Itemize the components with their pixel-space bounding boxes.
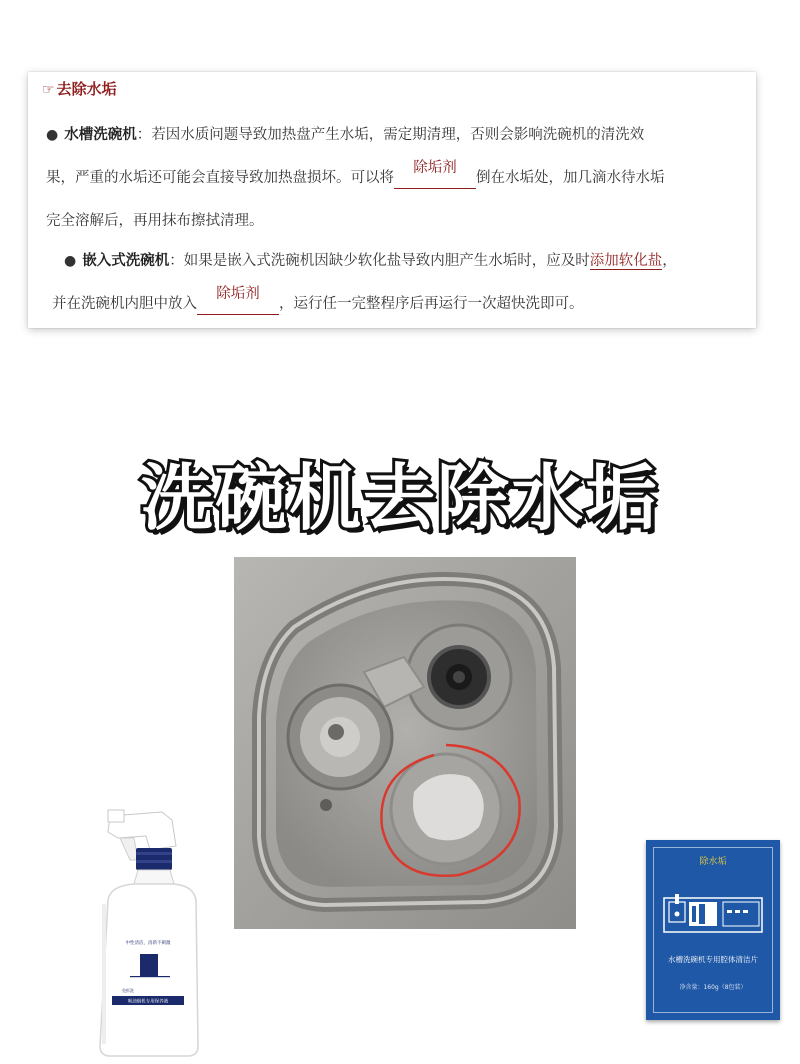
item-term: 水槽洗碗机: [64, 127, 137, 143]
dishwasher-icon: [663, 892, 763, 934]
item-term: 嵌入式洗碗机: [82, 253, 170, 269]
sink-photo: [234, 557, 576, 929]
bottle-line2: 免拆洗: [122, 988, 134, 993]
info-card: [28, 72, 756, 328]
headline: 洗碗机去除水垢: [140, 456, 659, 540]
item-builtin-dishwasher: ● 嵌入式洗碗机：如果是嵌入式洗碗机因缺少软化盐导致内胆产生水垢时，应及时添加软化盐， 并在洗碗机内胆中放入除垢剂，运行任一完整程序后再运行一次超快洗即可。: [64, 240, 677, 326]
fill-blank: 除垢剂: [394, 168, 476, 189]
item-line: 倒在水垢处，加几滴水待水垢: [476, 170, 665, 186]
section-title-text: 去除水垢: [56, 80, 117, 98]
section-title: [42, 78, 117, 99]
bottle-line3: 吸油烟机专用保养液: [127, 999, 169, 1005]
item-line: ：如果是嵌入式洗碗机因缺少软化盐导致内胆产生水垢时，应及时: [169, 253, 590, 269]
item-line: 并在洗碗机内胆中放入: [52, 296, 197, 312]
descaler-box-product: [646, 840, 780, 1020]
box-net-weight: 净含量：160g（8包装）: [679, 984, 747, 991]
item-line: ：若因水质问题导致加热盘产生水垢，需定期清理，否则会影响洗碗机的清洗效: [136, 127, 645, 143]
sink-illustration: [234, 557, 576, 929]
bullet-icon: ●: [64, 253, 77, 269]
spray-bottle-product: [90, 808, 208, 1060]
box-product-name: 水槽洗碗机专用腔体清洁片: [668, 955, 758, 964]
bullet-icon: ●: [46, 127, 59, 143]
spray-bottle-icon: [90, 808, 208, 1060]
item-line: 果，严重的水垢还可能会直接导致加热盘损坏。可以将: [46, 170, 394, 186]
item-sink-dishwasher: [46, 114, 665, 243]
item-line: ，运行任一完整程序后再运行一次超快洗即可。: [279, 296, 584, 312]
fill-blank: 除垢剂: [197, 294, 279, 315]
item-line: 完全溶解后，再用抹布擦拭清理。: [46, 213, 264, 229]
box-title: 除水垢: [699, 857, 727, 867]
bottle-line1: 中性清洁，清新不刺激: [125, 941, 171, 946]
pointing-hand-icon: ☞: [42, 82, 55, 98]
highlight-text: 添加软化盐: [589, 253, 663, 269]
